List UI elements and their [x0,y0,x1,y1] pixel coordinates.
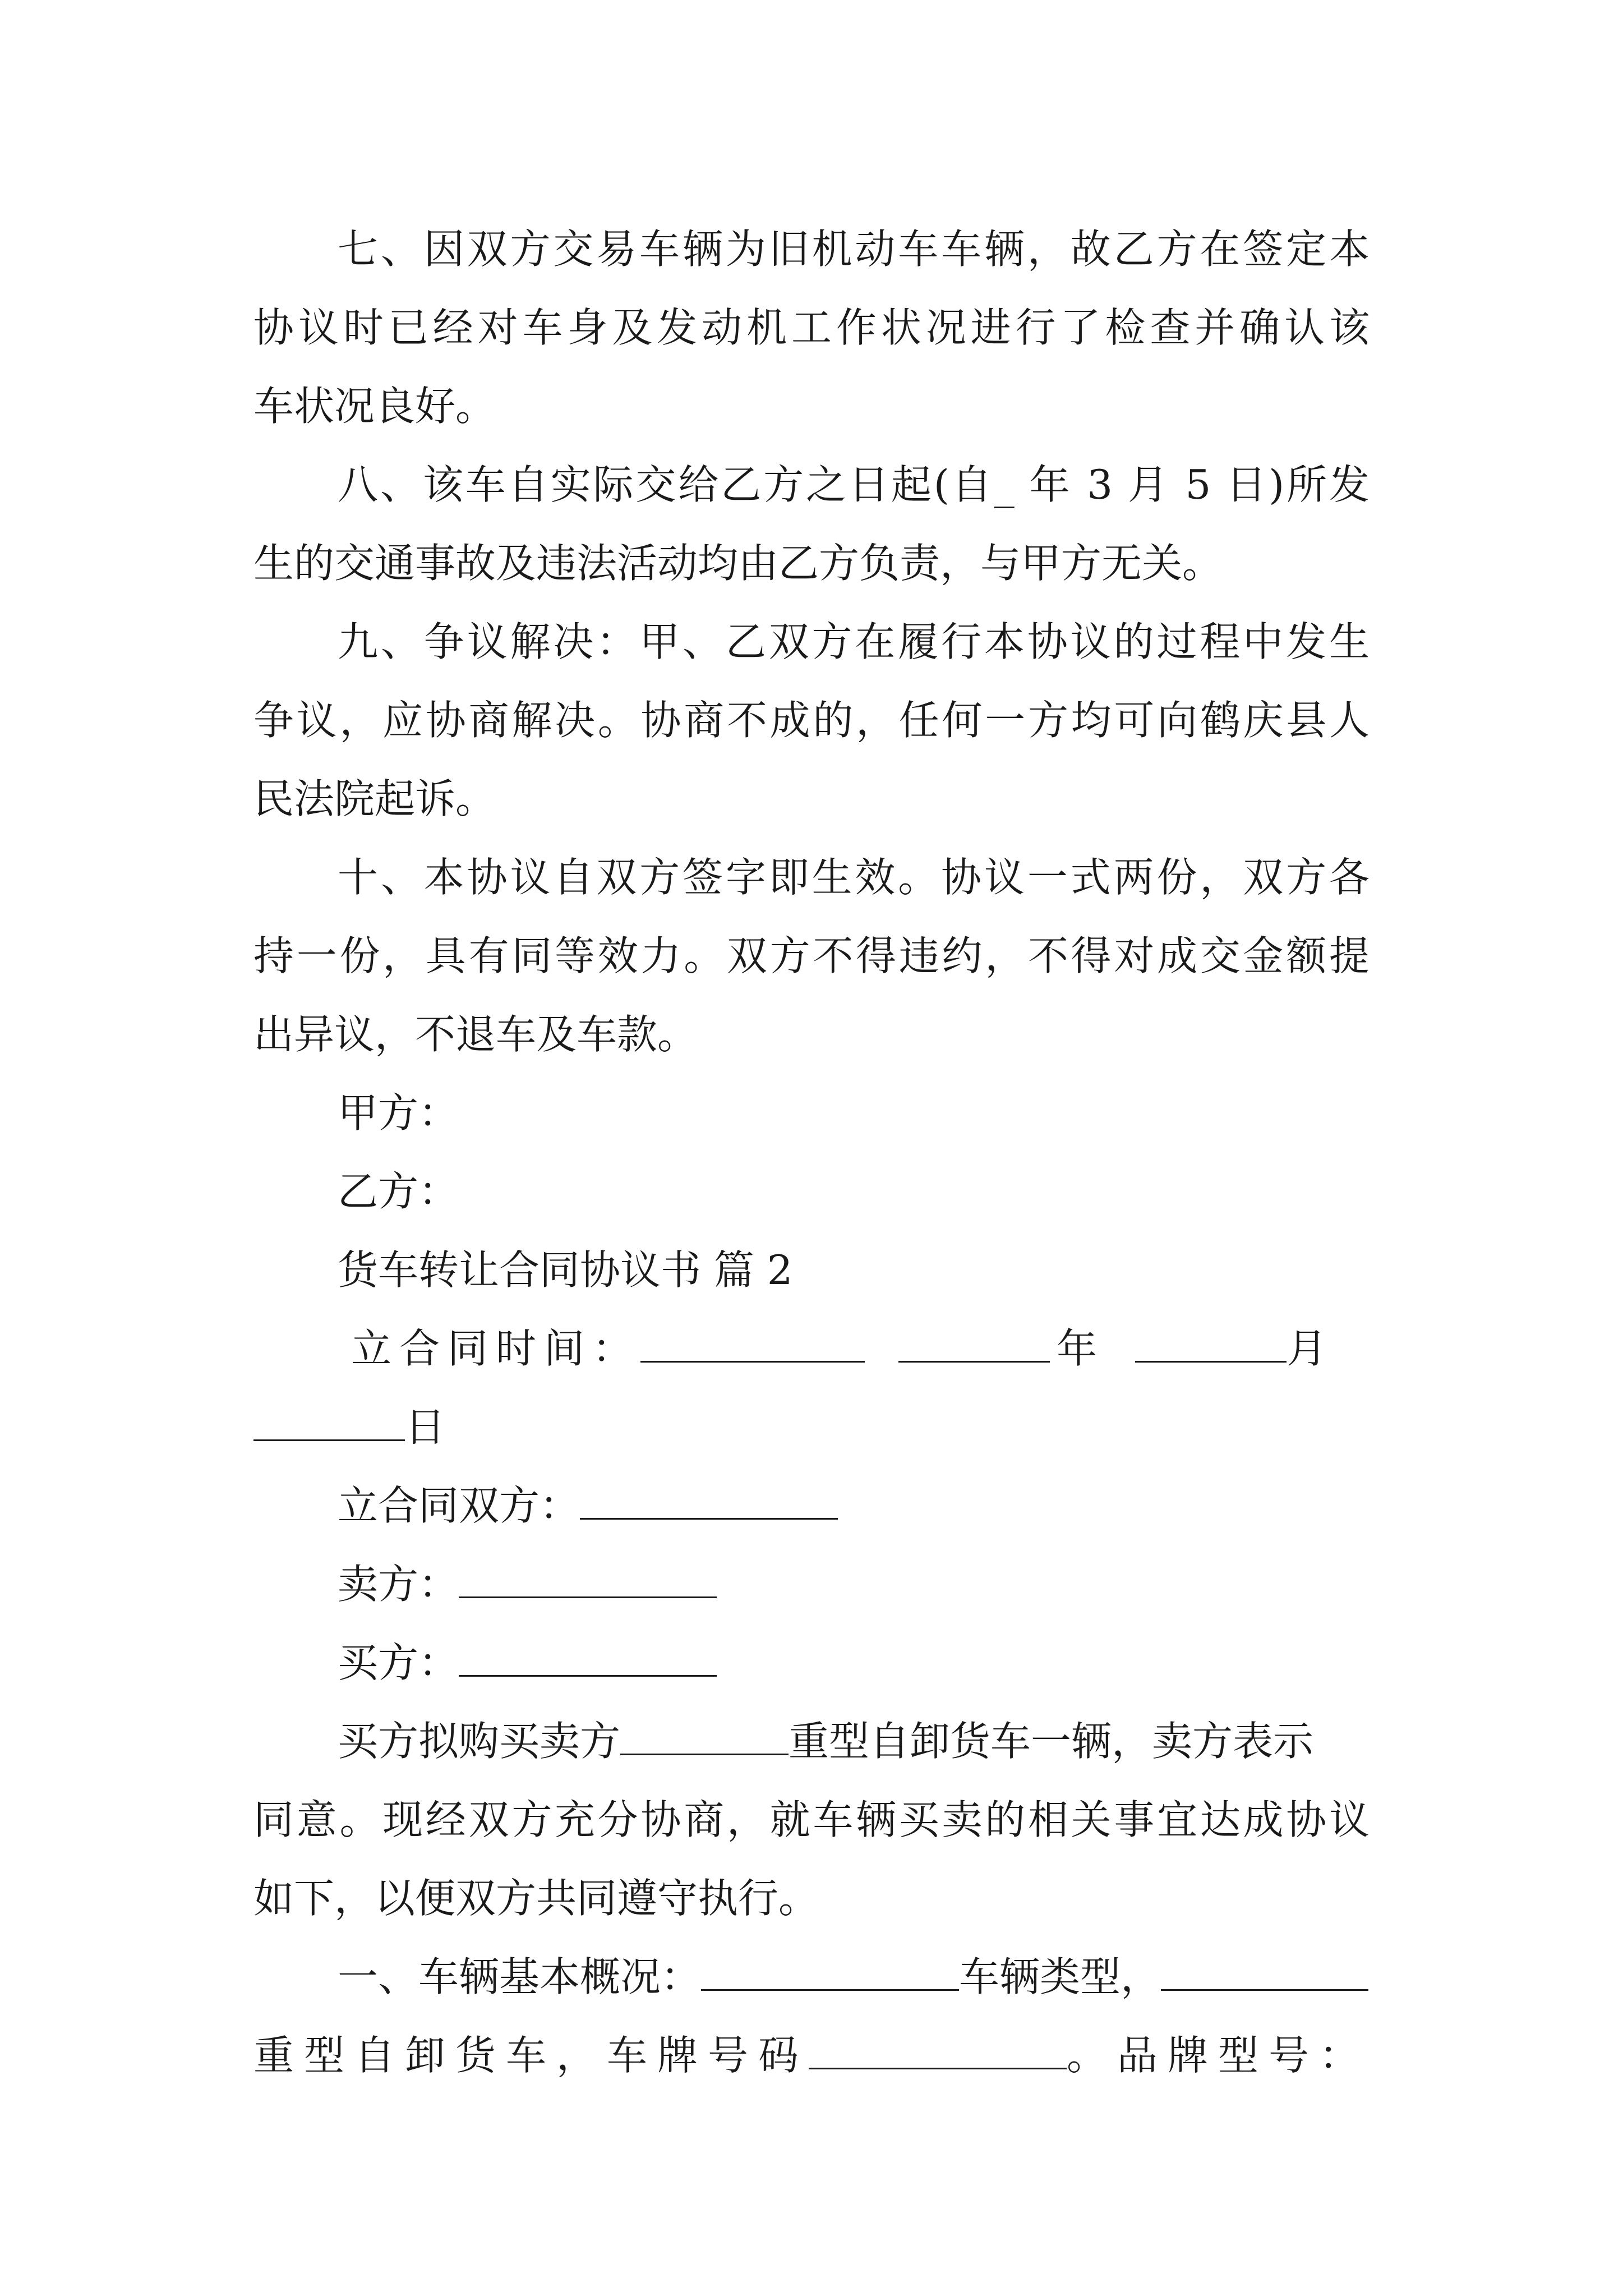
seller-label: 卖方： [338,1561,459,1608]
month-label: 月 [1287,1325,1327,1372]
clause-7-line-2: 协议时已经对车身及发动机工作状况进行了检查并确认该 [253,304,1370,351]
vehicle-type-blank [1161,1950,1368,1991]
clause-1-line-2 [253,2028,1370,2082]
clause-9-line-1: 九、争议解决：甲、乙双方在履行本协议的过程中发生 [338,618,1370,665]
clause-1-text-a: 一、车辆基本概况： [338,1953,702,2000]
intro-text-b: 重型自卸货车一辆，卖方表示 [789,1718,1314,1765]
seller-blank [459,1557,717,1598]
contract-date-label: 立合同时间： [351,1325,641,1372]
intro-line-1 [338,1714,1370,1768]
section-heading: 货车转让合同协议书 篇 2 [338,1246,793,1294]
contract-date-line [338,1322,1370,1375]
party-a-signature: 甲方： [338,1089,459,1137]
clause-1-text-d: 。品牌型号： [1067,2032,1370,2079]
date-blank-1 [640,1322,865,1363]
buyer-blank [459,1636,717,1677]
clause-8-line-1: 八、该车自实际交给乙方之日起(自_ 年 3 月 5 日)所发 [338,461,1370,508]
clause-9-line-3: 民法院起诉。 [253,775,496,822]
year-label: 年 [1057,1325,1098,1372]
clause-1-text-b: 车辆类型， [959,1953,1161,2000]
clause-10-line-1: 十、本协议自双方签字即生效。协议一式两份，双方各 [338,854,1370,901]
intro-text-a: 买方拟购买卖方 [338,1718,621,1765]
buyer-line [338,1636,1370,1690]
contract-parties-line [338,1479,1370,1533]
clause-1-text-c: 重型自卸货车，车牌号码 [253,2032,809,2079]
day-label: 日 [405,1404,446,1451]
intro-line-3: 如下，以便双方共同遵守执行。 [253,1875,819,1922]
clause-7-line-1: 七、因双方交易车辆为旧机动车车辆，故乙方在签定本 [338,226,1370,273]
clause-10-line-3: 出异议，不退车及车款。 [253,1011,698,1058]
seller-line [338,1557,1370,1611]
clause-10-line-2: 持一份，具有同等效力。双方不得违约，不得对成交金额提 [253,932,1370,979]
contract-day-line [253,1400,1370,1454]
truck-blank [620,1714,789,1755]
year-blank [898,1322,1050,1363]
month-blank [1135,1322,1287,1363]
clause-9-line-2: 争议，应协商解决。协商不成的，任何一方均可向鹤庆县人 [253,697,1370,744]
intro-line-2: 同意。现经双方充分协商，就车辆买卖的相关事宜达成协议 [253,1796,1370,1843]
day-blank [253,1400,405,1441]
buyer-label: 买方： [338,1639,459,1686]
clause-8-line-2: 生的交通事故及违法活动均由乙方负责，与甲方无关。 [253,540,1223,587]
plate-number-blank [809,2028,1067,2069]
party-b-signature: 乙方： [338,1168,459,1215]
contract-parties-blank [580,1479,838,1520]
clause-1-line-1 [338,1950,1370,2004]
clause-7-line-3: 车状况良好。 [253,383,496,430]
contract-parties-label: 立合同双方： [338,1482,580,1529]
vehicle-info-blank [701,1950,959,1991]
